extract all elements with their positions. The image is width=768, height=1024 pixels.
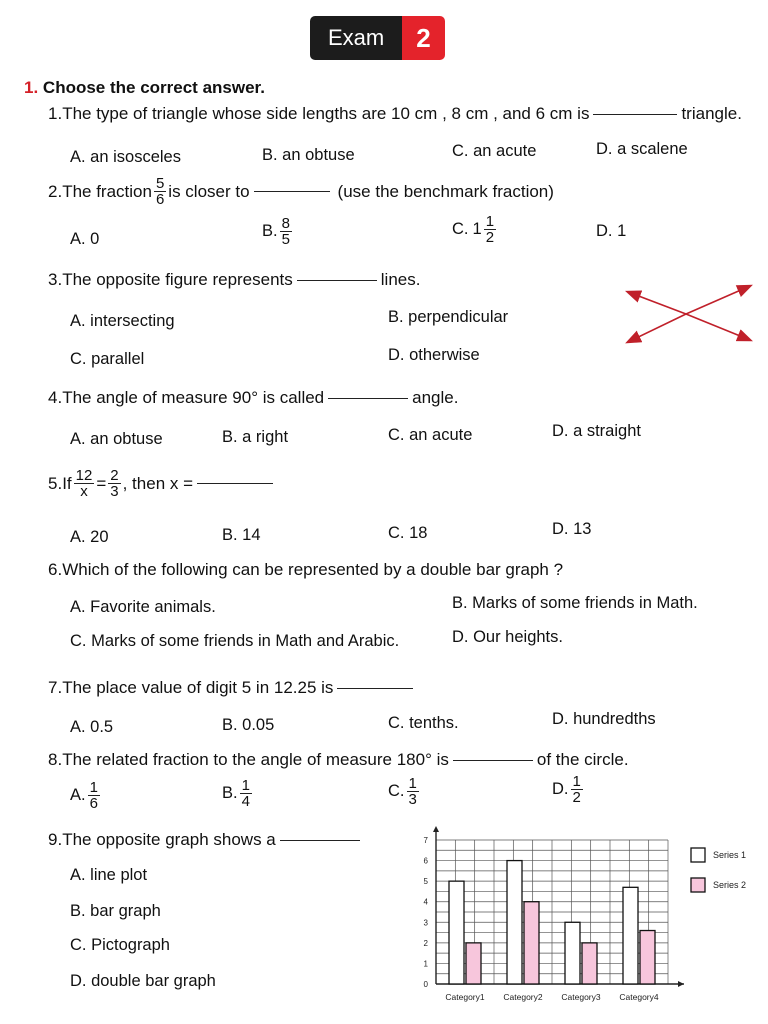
question-tail: triangle. <box>681 104 742 123</box>
exam-badge <box>310 16 445 60</box>
y-tick-label: 1 <box>423 959 428 969</box>
fraction: $\frac{1}{2}$ <box>485 213 495 246</box>
option-d[interactable]: D. hundredths <box>552 710 656 728</box>
question-text: The related fraction to the angle of measure 180° is <box>62 750 449 769</box>
question-tail: , then x = <box>122 473 194 493</box>
bar-series-2 <box>524 902 539 984</box>
question-number: 7. <box>48 678 63 697</box>
option-b[interactable]: B. perpendicular <box>388 308 509 326</box>
x-axis-arrow <box>678 981 684 987</box>
answer-blank[interactable] <box>280 840 360 841</box>
option-c[interactable]: C. an acute <box>452 142 537 160</box>
y-tick-label: 0 <box>423 980 428 989</box>
option-a[interactable]: A. $\frac{1}{6}$ <box>70 779 98 812</box>
y-tick-label: 5 <box>423 877 428 887</box>
fraction: $\frac{2}{3}$ <box>110 467 119 500</box>
question-text: The angle of measure 90° is called <box>62 388 325 407</box>
question-number: 1. <box>48 104 63 123</box>
option-b[interactable]: B. an obtuse <box>262 146 355 164</box>
option-a[interactable]: A. line plot <box>70 866 148 884</box>
section-title: Choose the correct answer. <box>42 78 265 97</box>
option-b[interactable]: B. $\frac{8}{5}$ <box>262 215 290 248</box>
question-text: The opposite figure represents <box>62 270 293 289</box>
y-tick-label: 6 <box>423 856 428 866</box>
fraction: $\frac{12}{x}$ <box>75 467 93 500</box>
option-b[interactable]: B. 0.05 <box>222 716 275 734</box>
option-a[interactable]: A. an obtuse <box>70 430 163 448</box>
y-tick-label: 4 <box>423 897 428 907</box>
question-4 <box>48 388 458 408</box>
bar-series-2 <box>466 943 481 984</box>
option-c[interactable]: C. parallel <box>70 350 145 368</box>
option-a[interactable]: A. 0 <box>70 230 100 248</box>
option-d[interactable]: D. $\frac{1}{2}$ <box>552 773 581 806</box>
question-number: 2. <box>48 181 63 201</box>
bar-series-1 <box>623 887 638 984</box>
x-tick-label: Category4 <box>619 992 659 1002</box>
fraction: $\frac{1}{6}$ <box>89 779 98 812</box>
question-7 <box>48 678 417 698</box>
x-tick-label: Category2 <box>503 992 543 1002</box>
y-tick-label: 3 <box>423 918 428 928</box>
legend-label: Series 1 <box>713 850 747 860</box>
question-text: The place value of digit 5 in 12.25 is <box>62 678 334 697</box>
y-tick-label: 2 <box>423 938 428 948</box>
question-number: 9. <box>48 830 63 849</box>
section-heading <box>24 78 265 98</box>
question-text: The type of triangle whose side lengths are 10 cm , 8 cm , and 6 cm is <box>62 104 590 123</box>
question-9 <box>48 830 364 850</box>
section-number: 1. <box>24 78 39 97</box>
question-number: 6. <box>48 560 63 579</box>
answer-blank[interactable] <box>453 760 533 761</box>
answer-blank[interactable] <box>297 280 377 281</box>
legend-label: Series 2 <box>713 880 747 890</box>
question-text: If <box>62 473 72 493</box>
option-a[interactable]: A. an isosceles <box>70 148 181 166</box>
x-tick-label: Category1 <box>445 992 485 1002</box>
question-text: Which of the following can be represented by a double bar graph ? <box>62 560 564 579</box>
option-a[interactable]: A. intersecting <box>70 312 175 330</box>
option-c[interactable]: C. Pictograph <box>70 936 170 954</box>
question-number: 4. <box>48 388 63 407</box>
question-1 <box>48 104 742 124</box>
question-8 <box>48 750 629 770</box>
fraction: $\frac{1}{2}$ <box>572 773 581 806</box>
question-3 <box>48 270 420 290</box>
x-tick-label: Category3 <box>561 992 601 1002</box>
option-b[interactable]: B. $\frac{1}{4}$ <box>222 777 250 810</box>
question-number: 8. <box>48 750 63 769</box>
option-c[interactable]: C. 1 $\frac{1}{2}$ <box>452 213 495 246</box>
question-5: 5. If $\frac{12}{x}$ = $\frac{2}{3}$ , then x = <box>48 468 277 499</box>
option-a[interactable]: A. Favorite animals. <box>70 598 216 616</box>
bar-series-1 <box>507 861 522 984</box>
option-b[interactable]: B. bar graph <box>70 902 161 920</box>
option-d[interactable]: D. 1 <box>596 222 627 240</box>
option-d[interactable]: D. 13 <box>552 520 592 538</box>
question-6 <box>48 560 563 580</box>
legend-swatch <box>691 848 705 862</box>
question-2 <box>48 176 554 207</box>
answer-blank[interactable] <box>328 398 408 399</box>
exam-number: 2 <box>402 16 444 60</box>
option-b[interactable]: B. Marks of some friends in Math. <box>452 594 698 612</box>
option-c[interactable]: C. tenths. <box>388 714 459 732</box>
bar-series-1 <box>449 881 464 984</box>
exam-label: Exam <box>310 16 402 60</box>
bar-series-2 <box>582 943 597 984</box>
option-c[interactable]: C. 18 <box>388 524 428 542</box>
question-tail: of the circle. <box>536 750 629 769</box>
option-a[interactable]: A. 20 <box>70 528 109 546</box>
option-b[interactable]: B. a right <box>222 428 289 446</box>
question-number: 5. <box>48 473 63 493</box>
bar-series-2 <box>640 931 655 984</box>
answer-blank[interactable] <box>197 483 273 484</box>
option-d[interactable]: D. a scalene <box>596 140 688 158</box>
option-c[interactable]: C. an acute <box>388 426 473 444</box>
question-number: 3. <box>48 270 63 289</box>
answer-blank[interactable] <box>337 688 413 689</box>
option-a[interactable]: A. 0.5 <box>70 718 114 736</box>
option-c[interactable]: C. $\frac{1}{3}$ <box>388 775 417 808</box>
question-tail: lines. <box>380 270 421 289</box>
option-d[interactable]: D. double bar graph <box>70 972 216 990</box>
question-text: The fraction <box>62 181 152 201</box>
option-b[interactable]: B. 14 <box>222 526 261 544</box>
question-tail: (use the benchmark fraction) <box>337 181 554 201</box>
y-axis-arrow <box>433 826 439 832</box>
answer-blank[interactable] <box>593 114 677 115</box>
legend-swatch <box>691 878 705 892</box>
fraction: $\frac{1}{3}$ <box>408 775 417 808</box>
intersecting-lines-figure <box>620 280 760 350</box>
question-text: The opposite graph shows a <box>62 830 276 849</box>
fraction: $\frac{5}{6}$ <box>155 175 165 208</box>
y-tick-label: 7 <box>423 836 428 845</box>
answer-blank[interactable] <box>254 191 330 192</box>
fraction: $\frac{8}{5}$ <box>281 215 290 248</box>
fraction: $\frac{1}{4}$ <box>241 777 250 810</box>
bar-series-1 <box>565 922 580 984</box>
question-tail: angle. <box>412 388 459 407</box>
option-d[interactable]: D. otherwise <box>388 346 480 364</box>
option-d[interactable]: D. a straight <box>552 422 641 440</box>
question-text: is closer to <box>168 181 250 201</box>
option-c[interactable]: C. Marks of some friends in Math and Arabic. <box>70 632 400 650</box>
option-d[interactable]: D. Our heights. <box>452 628 563 646</box>
double-bar-chart <box>410 826 760 1012</box>
